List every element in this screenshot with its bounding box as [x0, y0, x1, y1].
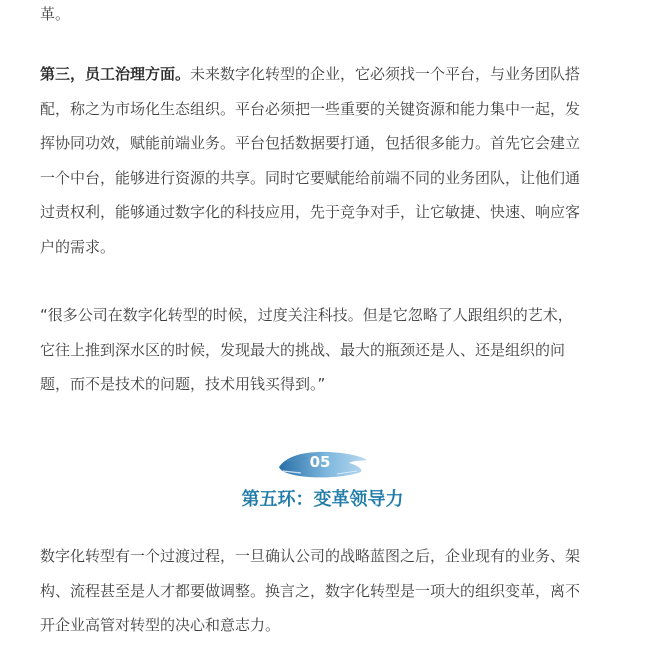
paragraph-line: 未来数字化转型的企业，它必须找一个平台，与业务团队搭: [190, 65, 581, 83]
quote-line: 它往上推到深水区的时候，发现最大的挑战、最大的瓶颈还是人、还是组织的问: [40, 340, 566, 359]
quote-line: 题，而不是技术的问题，技术用钱买得到。”: [40, 375, 326, 393]
section-number: 05: [309, 453, 331, 471]
paragraph-line: 配，称之为市场化生态组织。平台必须把一些重要的关键资源和能力集中一起，发: [40, 99, 581, 118]
paragraph-fragment: [40, 0, 610, 32]
paragraph-line: 开企业高管对转型的决心和意志力。: [40, 616, 281, 634]
paragraph-line: 过责权利，能够通过数字化的科技应用，先于竞争对手，让它敏捷、快速、响应客: [40, 203, 581, 221]
paragraph-line: 数字化转型有一个过渡过程，一旦确认公司的战略蓝图之后，企业现有的业务、架: [40, 547, 581, 565]
paragraph-line: 挥协同功效，赋能前端业务。平台包括数据要打通，包括很多能力。首先它会建立: [40, 134, 581, 152]
paragraph-lead: 第三，员工治理方面。: [40, 65, 191, 83]
paragraph-staff-governance: [40, 57, 610, 264]
paragraph-line: 户的需求。: [40, 237, 116, 256]
paragraph-transition: [40, 539, 610, 643]
section-number-badge: [277, 447, 369, 481]
paragraph-fragment-text: 革。: [40, 5, 71, 23]
paragraph-quote: [40, 298, 610, 402]
section-header: [0, 447, 645, 517]
paragraph-line: 构、流程甚至是人才都要做调整。换言之，数字化转型是一项大的组织变革，离不: [40, 581, 581, 600]
section-title: 第五环：变革领导力: [241, 489, 404, 510]
quote-line: “很多公司在数字化转型的时候，过度关注科技。但是它忽略了人跟组织的艺术，: [40, 306, 573, 324]
paragraph-line: 一个中台，能够进行资源的共享。同时它要赋能给前端不同的业务团队，让他们通: [40, 168, 581, 187]
